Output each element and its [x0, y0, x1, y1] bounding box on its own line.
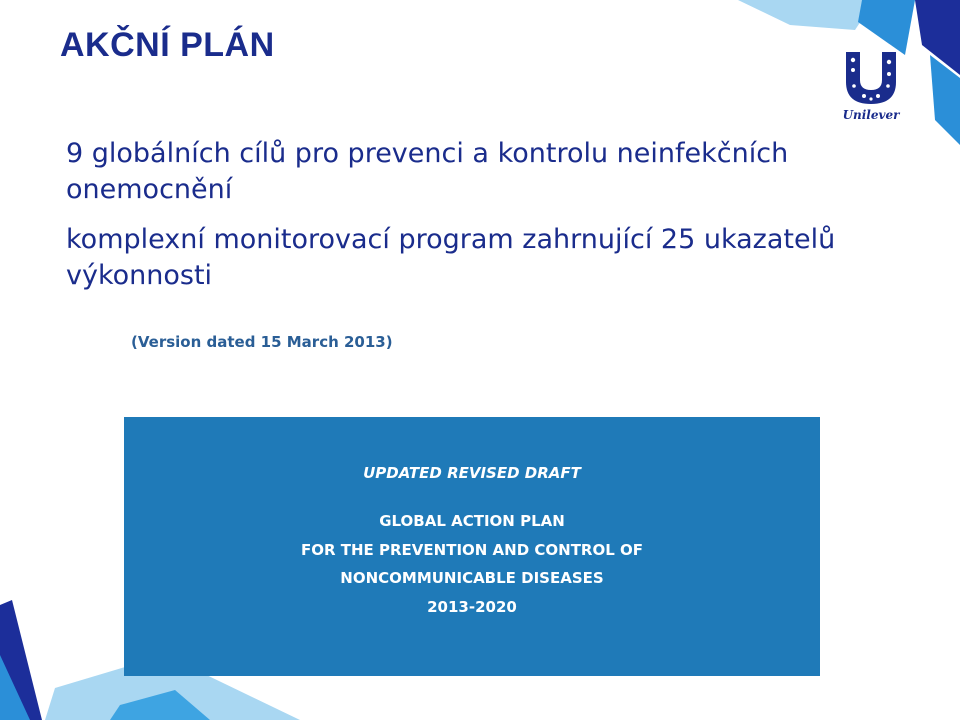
deco-shard-bottom-mid2	[110, 690, 210, 720]
document-date-range: 2013-2020	[427, 597, 517, 616]
document-title-line: GLOBAL ACTION PLAN	[379, 512, 565, 530]
draft-status: UPDATED REVISED DRAFT	[363, 464, 581, 482]
deco-shard-top-dark	[915, 0, 960, 75]
document-title-line: FOR THE PREVENTION AND CONTROL OF	[300, 540, 644, 559]
deco-shard-bottom-mid	[0, 655, 30, 720]
bullet-item: 9 globálních cílů pro prevenci a kontrolu neinfekčních onemocnění	[66, 138, 789, 205]
bullet-item: komplexní monitorovací program zahrnující 25 ukazatelů výkonnosti	[66, 224, 836, 291]
version-note: (Version dated 15 March 2013)	[131, 333, 393, 351]
unilever-logo	[836, 50, 906, 130]
bullet-list	[66, 136, 916, 308]
deco-shard-right-mid	[930, 55, 960, 145]
document-title-block	[124, 507, 820, 621]
deco-shard-top-mid	[858, 0, 915, 55]
logo-wordmark: Unilever	[842, 108, 900, 122]
deco-shard-bottom-dark	[0, 600, 42, 720]
unilever-u-icon	[836, 50, 906, 106]
document-cover-box	[124, 417, 820, 676]
document-title-line: NONCOMMUNICABLE DISEASES	[340, 569, 604, 587]
slide-title: AKČNÍ PLÁN	[60, 26, 275, 64]
deco-shard-top-light	[738, 0, 875, 30]
